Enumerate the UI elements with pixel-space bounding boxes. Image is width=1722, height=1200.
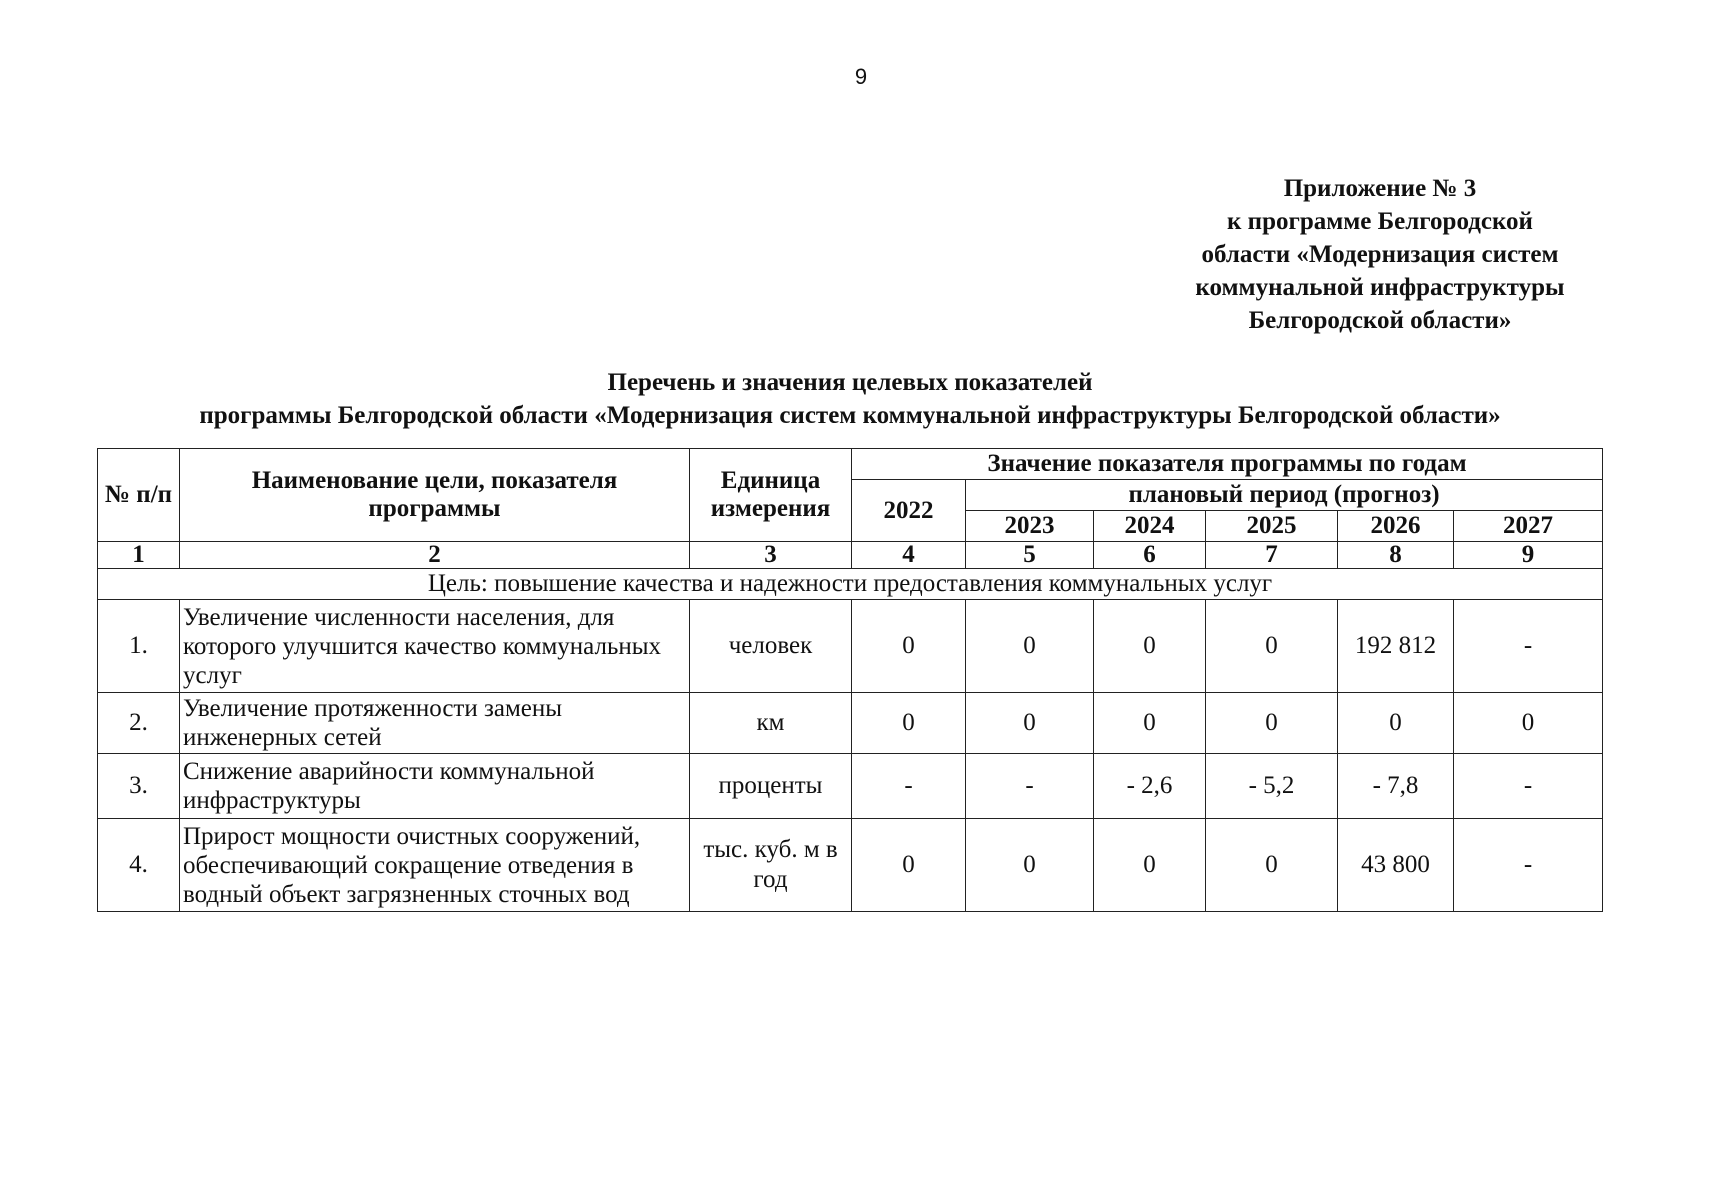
appendix-reference: [1140, 172, 1620, 337]
header-year: 2026: [1338, 511, 1454, 542]
row-unit: человек: [690, 600, 852, 693]
document-title-line-2: программы Белгородской области «Модернизация систем коммунальной инфраструктуры Белгородской области»: [199, 402, 1501, 429]
header-unit: Единица измерения: [690, 449, 852, 542]
column-number: 5: [966, 542, 1094, 569]
row-value: 43 800: [1338, 819, 1454, 912]
header-plan-period: плановый период (прогноз): [966, 480, 1603, 511]
row-value: -: [852, 754, 966, 819]
row-value: -: [966, 754, 1094, 819]
row-value: 0: [1094, 693, 1206, 754]
row-value: 0: [966, 600, 1094, 693]
row-value: -: [1454, 819, 1603, 912]
column-number: 6: [1094, 542, 1206, 569]
row-value: 0: [1094, 600, 1206, 693]
row-value: - 5,2: [1206, 754, 1338, 819]
appendix-line: Приложение № 3: [1283, 175, 1477, 202]
row-name: Снижение аварийности коммунальной инфраструктуры: [180, 754, 690, 819]
appendix-line: коммунальной инфраструктуры: [1195, 274, 1565, 301]
goal-row: [98, 569, 1603, 600]
row-value: -: [1454, 600, 1603, 693]
table-row: [98, 819, 1603, 912]
row-unit: тыс. куб. м в год: [690, 819, 852, 912]
column-number: 8: [1338, 542, 1454, 569]
header-num: № п/п: [98, 449, 180, 542]
document-title-line-1: Перечень и значения целевых показателей: [607, 369, 1093, 396]
header-name: Наименование цели, показателя программы: [180, 449, 690, 542]
column-number-row: [98, 542, 1603, 569]
row-num: 3.: [98, 754, 180, 819]
header-year: 2027: [1454, 511, 1603, 542]
page-number: 9: [854, 64, 868, 89]
row-num: 2.: [98, 693, 180, 754]
row-num: 4.: [98, 819, 180, 912]
column-number: 1: [98, 542, 180, 569]
row-value: 0: [852, 819, 966, 912]
row-value: 0: [966, 819, 1094, 912]
row-unit: км: [690, 693, 852, 754]
column-number: 3: [690, 542, 852, 569]
row-value: 0: [1454, 693, 1603, 754]
header-year: 2024: [1094, 511, 1206, 542]
row-value: - 7,8: [1338, 754, 1454, 819]
table-row: [98, 693, 1603, 754]
row-value: 0: [1206, 819, 1338, 912]
table-row: [98, 754, 1603, 819]
table-row: [98, 600, 1603, 693]
row-value: 0: [966, 693, 1094, 754]
row-unit: проценты: [690, 754, 852, 819]
appendix-line: области «Модернизация систем: [1201, 241, 1559, 268]
row-value: 192 812: [1338, 600, 1454, 693]
row-num: 1.: [98, 600, 180, 693]
row-value: - 2,6: [1094, 754, 1206, 819]
row-value: 0: [1094, 819, 1206, 912]
goal-text: Цель: повышение качества и надежности предоставления коммунальных услуг: [98, 569, 1603, 600]
row-value: 0: [852, 693, 966, 754]
header-year: 2023: [966, 511, 1094, 542]
row-name: Увеличение протяженности замены инженерных сетей: [180, 693, 690, 754]
column-number: 2: [180, 542, 690, 569]
row-value: 0: [1206, 600, 1338, 693]
appendix-line: Белгородской области»: [1248, 307, 1512, 334]
row-value: -: [1454, 754, 1603, 819]
column-number: 9: [1454, 542, 1603, 569]
header-base-year: 2022: [852, 480, 966, 542]
appendix-line: к программе Белгородской: [1227, 208, 1533, 235]
column-number: 7: [1206, 542, 1338, 569]
row-value: 0: [852, 600, 966, 693]
indicators-table: [97, 448, 1603, 912]
header-year: 2025: [1206, 511, 1338, 542]
row-name: Увеличение численности населения, для которого улучшится качество коммунальных услуг: [180, 600, 690, 693]
header-values-group: Значение показателя программы по годам: [852, 449, 1603, 480]
row-value: 0: [1206, 693, 1338, 754]
column-number: 4: [852, 542, 966, 569]
document-title: [100, 366, 1600, 432]
row-value: 0: [1338, 693, 1454, 754]
row-name: Прирост мощности очистных сооружений, обеспечивающий сокращение отведения в водный объект загрязненных сточных вод: [180, 819, 690, 912]
